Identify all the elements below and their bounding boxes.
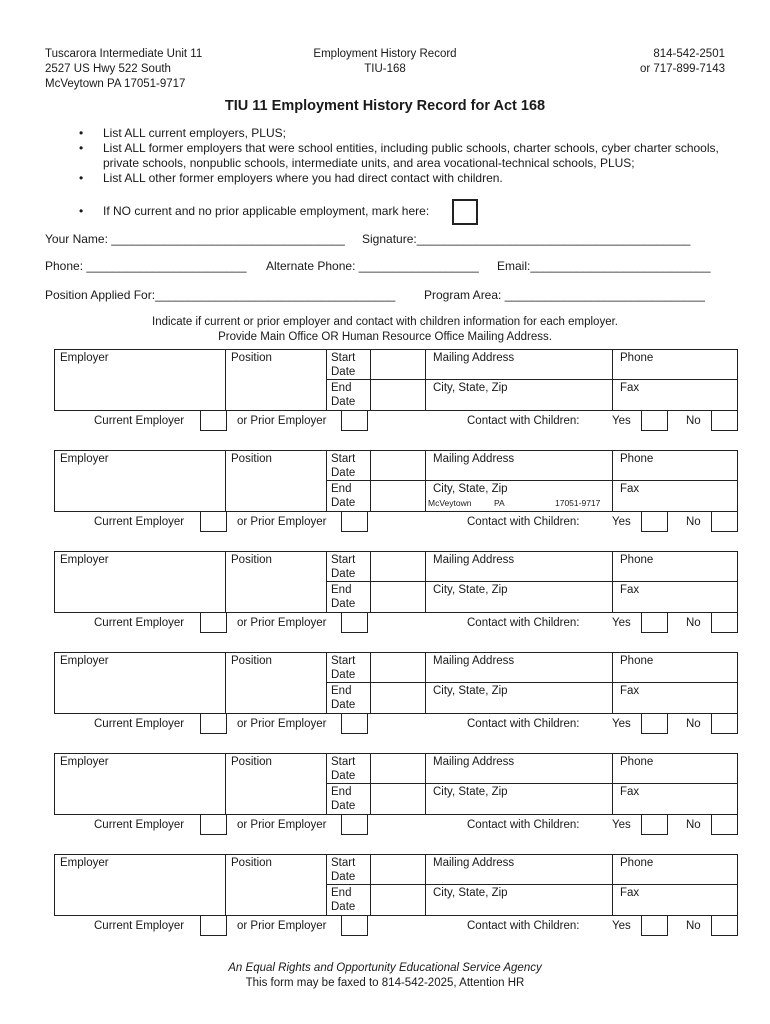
no-label: No [686, 617, 701, 629]
phone-label: Phone [620, 756, 654, 768]
current-employer-checkbox[interactable] [200, 511, 227, 532]
doc-code: TIU-168 [364, 63, 406, 75]
contact-no-checkbox[interactable] [711, 612, 738, 633]
no-label: No [686, 718, 701, 730]
contact-yes-checkbox[interactable] [641, 410, 668, 431]
position-label: Position [231, 352, 272, 364]
start-date-label: Date [331, 467, 356, 479]
fax-label: Fax [620, 685, 640, 697]
end-date-label: Date [331, 598, 356, 610]
mailing-address-label: Mailing Address [433, 857, 515, 869]
contact-yes-checkbox[interactable] [641, 612, 668, 633]
start-date-label: Date [331, 871, 356, 883]
contact-no-checkbox[interactable] [711, 410, 738, 431]
record-instructions-line2: Provide Main Office OR Human Resource Office Mailing Address. [218, 331, 552, 343]
contact-yes-checkbox[interactable] [641, 915, 668, 936]
employer-label: Employer [60, 756, 109, 768]
org-address-line2: McVeytown PA 17051-9717 [45, 78, 186, 90]
start-label: Start [331, 857, 356, 869]
prior-employer-label: or Prior Employer [237, 415, 327, 427]
city-state-zip-label: City, State, Zip [433, 887, 508, 899]
end-date-label: Date [331, 497, 356, 509]
phone-field[interactable]: Phone: ________________________ [45, 259, 247, 273]
contact-yes-checkbox[interactable] [641, 511, 668, 532]
mailing-address-label: Mailing Address [433, 352, 515, 364]
org-address-line1: 2527 US Hwy 522 South [45, 63, 171, 75]
instruction-item: • List ALL other former employers where you had direct contact with children. [79, 171, 729, 186]
end-date-label: Date [331, 800, 356, 812]
contact-children-label: Contact with Children: [467, 516, 580, 528]
doc-title: Employment History Record [313, 48, 457, 60]
start-label: Start [331, 352, 356, 364]
current-employer-checkbox[interactable] [200, 915, 227, 936]
current-employer-label: Current Employer [94, 819, 185, 831]
fax-label: Fax [620, 483, 640, 495]
end-label: End [331, 685, 352, 697]
employer-grid [54, 652, 738, 714]
contact-children-label: Contact with Children: [467, 920, 580, 932]
prior-employer-label: or Prior Employer [237, 819, 327, 831]
prior-employer-checkbox[interactable] [341, 814, 368, 835]
yes-label: Yes [612, 920, 631, 932]
current-employer-label: Current Employer [94, 920, 185, 932]
prior-employer-checkbox[interactable] [341, 410, 368, 431]
employer-label: Employer [60, 453, 109, 465]
employer-grid [54, 854, 738, 916]
current-employer-label: Current Employer [94, 617, 185, 629]
employer-label: Employer [60, 554, 109, 566]
start-date-label: Date [331, 568, 356, 580]
current-employer-checkbox[interactable] [200, 410, 227, 431]
phone-alt: or 717-899-7143 [639, 63, 725, 75]
start-date-label: Date [331, 366, 356, 378]
city-state-zip-label: City, State, Zip [433, 483, 508, 495]
end-date-label: Date [331, 901, 356, 913]
name-field[interactable]: Your Name: ___________________________________ [45, 232, 345, 246]
employer-record [0, 551, 770, 641]
contact-yes-checkbox[interactable] [641, 814, 668, 835]
employer-label: Employer [60, 352, 109, 364]
email-field[interactable]: Email:___________________________ [497, 259, 711, 273]
employer-grid [54, 450, 738, 512]
current-employer-label: Current Employer [94, 516, 185, 528]
instruction-item: • List ALL current employers, PLUS; [79, 126, 729, 141]
city-state-zip-label: City, State, Zip [433, 685, 508, 697]
yes-label: Yes [612, 718, 631, 730]
position-applied-field[interactable]: Position Applied For:____________________________________ [45, 288, 396, 302]
employer-grid [54, 753, 738, 815]
city-state-zip-label: City, State, Zip [433, 786, 508, 798]
no-label: No [686, 819, 701, 831]
employer-grid [54, 551, 738, 613]
current-employer-label: Current Employer [94, 718, 185, 730]
position-label: Position [231, 655, 272, 667]
prior-employer-label: or Prior Employer [237, 516, 327, 528]
end-label: End [331, 786, 352, 798]
yes-label: Yes [612, 415, 631, 427]
position-label: Position [231, 554, 272, 566]
alt-phone-field[interactable]: Alternate Phone: __________________ [266, 259, 479, 273]
phone-label: Phone [620, 857, 654, 869]
fax-label: Fax [620, 584, 640, 596]
fax-label: Fax [620, 887, 640, 899]
start-date-label: Date [331, 770, 356, 782]
position-label: Position [231, 857, 272, 869]
end-date-label: Date [331, 396, 356, 408]
start-label: Start [331, 655, 356, 667]
no-employment-label: If NO current and no prior applicable employment, mark here: [103, 204, 430, 218]
employer-record [0, 450, 770, 540]
employer-record [0, 753, 770, 843]
prior-employer-checkbox[interactable] [341, 612, 368, 633]
employer-record [0, 349, 770, 439]
fax-label: Fax [620, 786, 640, 798]
start-label: Start [331, 554, 356, 566]
phone-label: Phone [620, 554, 654, 566]
end-label: End [331, 382, 352, 394]
prior-employer-label: or Prior Employer [237, 718, 327, 730]
prior-employer-checkbox[interactable] [341, 713, 368, 734]
contact-no-checkbox[interactable] [711, 814, 738, 835]
contact-no-checkbox[interactable] [711, 915, 738, 936]
yes-label: Yes [612, 617, 631, 629]
no-label: No [686, 920, 701, 932]
start-label: Start [331, 756, 356, 768]
employer-label: Employer [60, 655, 109, 667]
prior-employer-checkbox[interactable] [341, 915, 368, 936]
program-area-field[interactable]: Program Area: ______________________________ [424, 288, 705, 302]
current-employer-checkbox[interactable] [200, 713, 227, 734]
end-label: End [331, 483, 352, 495]
end-date-label: Date [331, 699, 356, 711]
end-label: End [331, 584, 352, 596]
mailing-address-label: Mailing Address [433, 756, 515, 768]
current-employer-label: Current Employer [94, 415, 185, 427]
contact-children-label: Contact with Children: [467, 718, 580, 730]
city-state-zip-label: City, State, Zip [433, 584, 508, 596]
contact-children-label: Contact with Children: [467, 415, 580, 427]
employer-label: Employer [60, 857, 109, 869]
no-employment-checkbox[interactable] [452, 199, 478, 225]
city-state-zip-label: City, State, Zip [433, 382, 508, 394]
contact-no-checkbox[interactable] [711, 713, 738, 734]
prior-employer-label: or Prior Employer [237, 617, 327, 629]
city-value: McVeytown [428, 498, 472, 508]
state-value: PA [494, 498, 505, 508]
zip-value: 17051-9717 [555, 498, 601, 508]
instruction-item: • List ALL former employers that were school entities, including public schools, charter schools, cyber charter schools, private schools, nonpublic schools, intermediate units, and area vocational-technical schools, PLUS; [79, 141, 729, 171]
form-title: TIU 11 Employment History Record for Act 168 [224, 98, 546, 114]
yes-label: Yes [612, 516, 631, 528]
footer-equal-rights: An Equal Rights and Opportunity Educational Service Agency [228, 962, 542, 974]
employer-record [0, 652, 770, 742]
contact-no-checkbox[interactable] [711, 511, 738, 532]
employer-record [0, 854, 770, 944]
phone-label: Phone [620, 655, 654, 667]
yes-label: Yes [612, 819, 631, 831]
employer-grid [54, 349, 738, 411]
mailing-address-label: Mailing Address [433, 554, 515, 566]
contact-yes-checkbox[interactable] [641, 713, 668, 734]
start-label: Start [331, 453, 356, 465]
phone-label: Phone [620, 352, 654, 364]
org-name: Tuscarora Intermediate Unit 11 [45, 48, 203, 60]
instruction-list [79, 126, 729, 186]
position-label: Position [231, 756, 272, 768]
fax-label: Fax [620, 382, 640, 394]
start-date-label: Date [331, 669, 356, 681]
no-label: No [686, 516, 701, 528]
current-employer-checkbox[interactable] [200, 612, 227, 633]
signature-field[interactable]: Signature:_________________________________________ [362, 232, 691, 246]
end-label: End [331, 887, 352, 899]
phone-label: Phone [620, 453, 654, 465]
no-label: No [686, 415, 701, 427]
mailing-address-label: Mailing Address [433, 453, 515, 465]
contact-children-label: Contact with Children: [467, 819, 580, 831]
position-label: Position [231, 453, 272, 465]
phone-main: 814-542-2501 [653, 48, 725, 60]
record-instructions-line1: Indicate if current or prior employer and contact with children information for each employer. [152, 316, 618, 328]
prior-employer-label: or Prior Employer [237, 920, 327, 932]
mailing-address-label: Mailing Address [433, 655, 515, 667]
no-employment-bullet: • [79, 204, 84, 218]
footer-fax-note: This form may be faxed to 814-542-2025, Attention HR [245, 977, 525, 989]
contact-children-label: Contact with Children: [467, 617, 580, 629]
current-employer-checkbox[interactable] [200, 814, 227, 835]
prior-employer-checkbox[interactable] [341, 511, 368, 532]
